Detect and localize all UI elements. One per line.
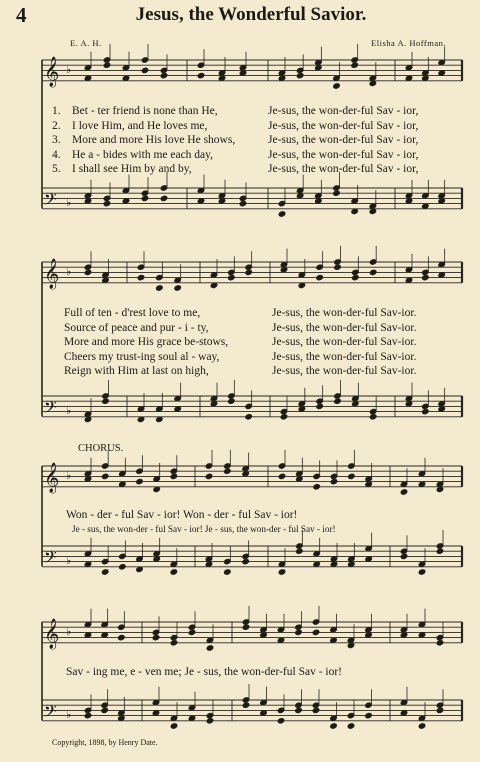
note-head	[352, 274, 360, 281]
chorus-line-1-bass: Je - sus, the won-der - ful Sav - ior! Je - sus, the won-der - ful Sav - ior!	[72, 524, 336, 534]
svg-text:♭: ♭	[66, 265, 72, 278]
svg-text:𝄢: 𝄢	[44, 188, 57, 213]
svg-text:𝄢: 𝄢	[44, 546, 57, 571]
note-head	[170, 723, 178, 730]
svg-text:♭: ♭	[66, 625, 72, 638]
verse-line-2: 2. I love Him, and He loves me, Je-sus, the won-der-ful Sav - ior,	[52, 119, 419, 132]
note-head	[296, 548, 304, 555]
note-head	[330, 478, 338, 485]
verse2-line-2: Source of peace and pur - i - ty, Je-sus, the won-der-ful Sav-ior.	[64, 321, 417, 334]
note-head	[137, 274, 145, 281]
note-head	[239, 200, 247, 207]
note-head	[418, 723, 426, 730]
verse-block-1	[52, 104, 418, 177]
note-head	[313, 484, 321, 491]
note-head	[333, 190, 341, 197]
note-head	[170, 473, 178, 480]
note-head	[152, 634, 160, 641]
verse2-line-4: Cheers my trust-ing soul al - way, Je-sus, the won-der-ful Sav-ior.	[64, 350, 417, 363]
note-head	[436, 640, 444, 647]
note-head	[228, 274, 236, 281]
note-head	[160, 195, 168, 202]
note-head	[206, 718, 214, 725]
note-head	[312, 707, 320, 714]
note-head	[296, 72, 304, 79]
note-head	[400, 489, 408, 496]
note-head	[422, 408, 430, 415]
note-head	[277, 718, 285, 725]
svg-text:𝄢: 𝄢	[44, 396, 57, 421]
svg-text:♭: ♭	[66, 404, 72, 418]
verse2-line-3: More and more His grace be-stows, Je-sus, the won-der-ful Sav-ior.	[64, 336, 417, 349]
svg-text:𝄞: 𝄞	[44, 618, 60, 649]
verse2-line-1: Full of ten - d'rest love to me, Je-sus, the won-der-ful Sav-ior.	[64, 307, 417, 319]
note-head	[101, 707, 109, 714]
copyright-notice: Copyright, 1898, by Henry Date.	[52, 738, 158, 747]
svg-text:𝄞: 𝄞	[44, 462, 60, 493]
note-head	[316, 403, 324, 410]
note-head	[101, 473, 109, 480]
note-head	[278, 473, 286, 480]
note-head	[242, 558, 250, 565]
note-head	[418, 569, 426, 576]
note-head	[436, 548, 444, 555]
chorus-line-2: Sav - ing me, e - ven me; Je - sus, the won-der-ful Sav - ior!	[66, 666, 343, 678]
note-head	[334, 264, 342, 271]
note-head	[136, 478, 144, 485]
svg-text:♭: ♭	[66, 708, 72, 722]
note-head	[101, 569, 109, 576]
note-head	[118, 634, 126, 641]
note-head	[174, 285, 182, 292]
verse-line-3: 3. More and more His love He shows, Je-sus, the won-der-ful Sav - ior,	[52, 134, 419, 147]
music-credit: Elisha A. Hoffman.	[371, 38, 446, 48]
svg-text:𝄢: 𝄢	[44, 700, 57, 725]
note-head	[170, 569, 178, 576]
note-head	[351, 62, 359, 69]
note-head	[278, 569, 286, 576]
svg-text:♭: ♭	[66, 196, 72, 210]
note-head	[245, 414, 253, 421]
note-head	[205, 473, 213, 480]
note-head	[103, 62, 111, 69]
note-head	[295, 629, 303, 636]
verse-line-1: 1. Bet - ter friend is none than He, Je-sus, the won-der-ful Sav - ior,	[52, 105, 419, 117]
note-head	[84, 269, 92, 276]
verse-line-4: 4. He a - bides with me each day, Je-sus, the won-der-ful Sav - ior,	[52, 148, 419, 161]
note-head	[334, 398, 342, 405]
note-head	[141, 195, 149, 202]
note-head	[141, 67, 149, 74]
note-head	[436, 707, 444, 714]
note-head	[188, 629, 196, 636]
note-head	[242, 702, 250, 709]
verse2-line-5: Reign with Him at last on high, Je-sus, the won-der-ful Sav-ior.	[64, 365, 417, 378]
note-head	[278, 211, 286, 218]
note-head	[84, 712, 92, 719]
note-head	[369, 414, 377, 421]
hymn-title: Jesus, the Wonderful Savior.	[135, 4, 367, 25]
note-head	[119, 564, 127, 571]
note-head	[206, 645, 214, 652]
svg-text:♭: ♭	[66, 63, 72, 76]
svg-text:♭: ♭	[66, 554, 72, 568]
note-head	[245, 269, 253, 276]
note-head	[170, 640, 178, 647]
svg-text:𝄞: 𝄞	[44, 56, 60, 87]
note-head	[160, 72, 168, 79]
svg-text:𝄞: 𝄞	[44, 258, 60, 289]
note-head	[102, 398, 110, 405]
note-head	[316, 274, 324, 281]
note-head	[280, 414, 288, 421]
note-head	[103, 200, 111, 207]
note-head	[347, 723, 355, 730]
note-head	[197, 72, 205, 79]
note-head	[295, 707, 303, 714]
note-head	[228, 398, 236, 405]
note-head	[312, 629, 320, 636]
chorus-line-1: Won - der - ful Sav - ior! Won - der - ful Sav - ior!	[66, 509, 298, 521]
note-head	[348, 473, 356, 480]
note-head	[224, 569, 232, 576]
hymn-number: 4	[16, 3, 27, 27]
note-head	[400, 553, 408, 560]
verse-line-5: 5. I shall see Him by and by, Je-sus, the won-der-ful Sav - ior,	[52, 163, 419, 176]
words-credit: E. A. H.	[70, 38, 102, 48]
note-head	[242, 624, 250, 631]
note-head	[365, 712, 373, 719]
note-head	[224, 468, 232, 475]
note-head	[156, 285, 164, 292]
note-head	[333, 83, 341, 90]
svg-text:♭: ♭	[66, 469, 72, 482]
chorus-label: CHORUS.	[78, 443, 124, 454]
note-head	[330, 723, 338, 730]
note-head	[369, 269, 377, 276]
verse-block-2	[64, 306, 416, 379]
note-head	[422, 274, 430, 281]
